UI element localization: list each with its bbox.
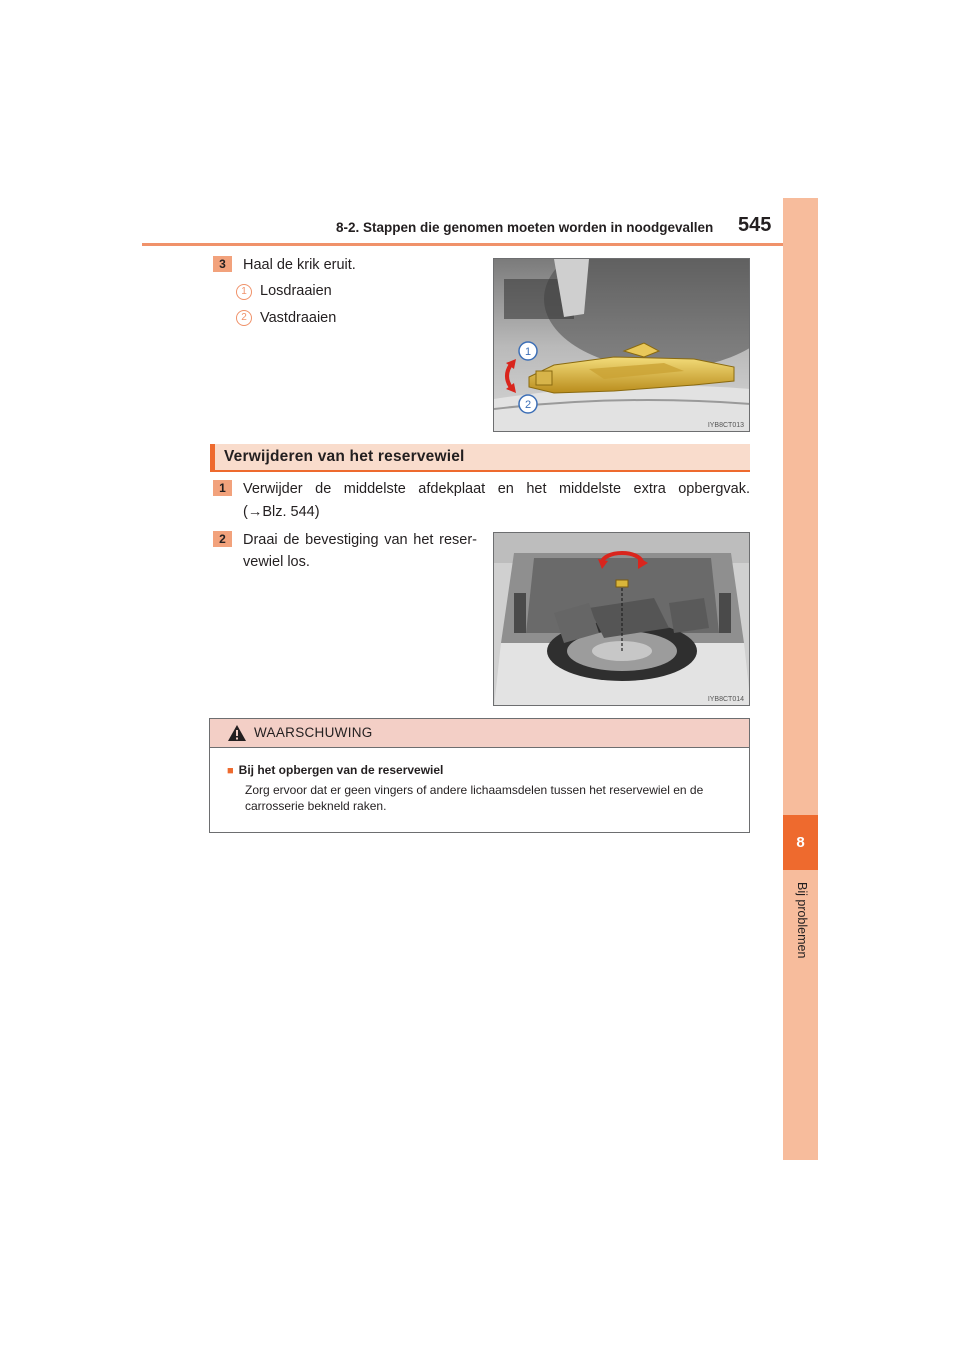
spare-wheel-illustration-svg: [494, 533, 750, 706]
warning-bullet-title-text: Bij het opbergen van de reservewiel: [238, 763, 444, 777]
section-heading-rule: [210, 470, 750, 472]
jack-illustration: [493, 258, 750, 432]
image-code-2: IYB8CT014: [707, 696, 744, 703]
header-rule: [142, 243, 818, 246]
step-badge-3: 3: [213, 256, 232, 272]
step2-text-line2: vewiel los.: [243, 554, 310, 570]
image-callout-2: 2: [524, 399, 532, 411]
chapter-side-tab: [783, 198, 818, 1160]
step1-text-line1: Verwijder de middelste afdekplaat en het middelste extra opbergvak.: [243, 481, 750, 497]
chapter-label: [783, 882, 818, 982]
step3-text: Haal de krik eruit.: [243, 257, 356, 273]
section-heading-text: Verwijderen van het reservewiel: [224, 448, 465, 465]
jack-illustration-svg: [494, 259, 750, 432]
section-heading: [210, 444, 750, 471]
step2-text-line1: Draai de bevestiging van het reser-: [243, 532, 477, 548]
step3-item-loosen: Losdraaien: [260, 283, 332, 299]
callout-1-marker: 1: [236, 284, 252, 300]
image-code-1: IYB8CT013: [707, 422, 744, 429]
chapter-number-box: 8: [783, 815, 818, 870]
warning-triangle-icon: [227, 724, 247, 742]
warning-body-text: Zorg ervoor dat er geen vingers of andere lichaamsdelen tussen het reservewiel en de carrosserie bekneld raken.: [245, 783, 704, 813]
chapter-label-text: Bij problemen: [795, 882, 809, 959]
step-badge-2: 2: [213, 531, 232, 547]
spare-wheel-illustration: [493, 532, 750, 706]
step-badge-1: 1: [213, 480, 232, 496]
running-header: 8-2. Stappen die genomen moeten worden in noodgevallen: [336, 220, 714, 235]
step1-text-line2: (→Blz. 544): [243, 504, 320, 520]
page-number: 545: [738, 214, 772, 236]
warning-title: WAARSCHUWING: [254, 725, 373, 740]
square-bullet-icon: ■: [227, 765, 234, 777]
step3-item-tighten: Vastdraaien: [260, 310, 337, 326]
warning-bullet-title: [227, 763, 443, 777]
callout-2-marker: 2: [236, 310, 252, 326]
image-callout-1: 1: [524, 346, 532, 358]
